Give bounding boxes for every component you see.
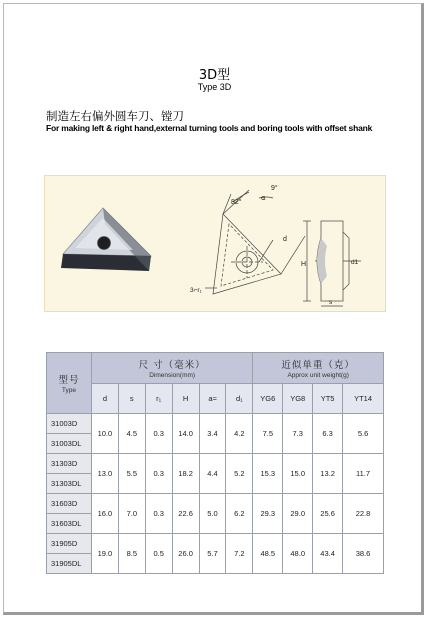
cell: 0.5: [145, 534, 172, 574]
type-cell: 31003D: [47, 414, 92, 434]
cell: 4.5: [118, 414, 145, 454]
cell: 29.0: [283, 494, 313, 534]
table-header-row: [47, 353, 384, 384]
insert-photo: [61, 208, 151, 271]
col-r1: r₁: [145, 384, 172, 414]
label-s: s: [329, 299, 333, 306]
cell: 5.0: [199, 494, 226, 534]
type-cell: 31303D: [47, 454, 92, 474]
type-cell: 31303DL: [47, 474, 92, 494]
section-hatch: [317, 238, 327, 284]
cell: 5.2: [226, 454, 253, 494]
label-alpha: α: [261, 194, 266, 202]
cell: 22.8: [343, 494, 384, 534]
cell: 4.4: [199, 454, 226, 494]
cell: 7.0: [118, 494, 145, 534]
cell: 13.0: [91, 454, 118, 494]
cell: 6.3: [313, 414, 343, 454]
cell: 7.5: [253, 414, 283, 454]
col-d1: d₁: [226, 384, 253, 414]
cell: 4.2: [226, 414, 253, 454]
col-yt5: YT5: [313, 384, 343, 414]
weight-header: 近似单重（克） Approx unit weight(g): [253, 353, 384, 384]
cell: 5.5: [118, 454, 145, 494]
label-d1: d1: [351, 259, 359, 266]
cell: 43.4: [313, 534, 343, 574]
col-yg8: YG8: [283, 384, 313, 414]
cell: 38.6: [343, 534, 384, 574]
cell: 16.0: [91, 494, 118, 534]
heading-english: For making left & right hand,external turning tools and boring tools with offset shank: [46, 123, 373, 133]
dimension-header: 尺 寸（毫米） Dimension(mm): [91, 353, 252, 384]
cell: 15.3: [253, 454, 283, 494]
cell: 8.5: [118, 534, 145, 574]
cell: 25.6: [313, 494, 343, 534]
cell: 6.2: [226, 494, 253, 534]
label-H: H: [301, 261, 307, 268]
col-yg6: YG6: [253, 384, 283, 414]
type-cell: 31003DL: [47, 434, 92, 454]
label-angle-82: 82°: [231, 199, 242, 206]
cell: 3.4: [199, 414, 226, 454]
label-angle-9: 9°: [271, 185, 278, 192]
cell: 0.3: [145, 494, 172, 534]
spec-table: [46, 352, 384, 574]
cell: 29.3: [253, 494, 283, 534]
cell: 48.5: [253, 534, 283, 574]
heading-chinese: 制造左右偏外圆车刀、镗刀: [46, 109, 184, 123]
cell: 18.2: [172, 454, 199, 494]
cell: 15.0: [283, 454, 313, 494]
cell: 48.0: [283, 534, 313, 574]
cell: 22.6: [172, 494, 199, 534]
cell: 7.2: [226, 534, 253, 574]
page-title: 3D型: [198, 68, 231, 83]
type-cell: 31905D: [47, 534, 92, 554]
type-cell: 31603D: [47, 494, 92, 514]
cell: 10.0: [91, 414, 118, 454]
col-a: a≈: [199, 384, 226, 414]
technical-figure: [44, 175, 386, 312]
cell: 0.3: [145, 414, 172, 454]
type-cell: 31603DL: [47, 514, 92, 534]
cell: 5.7: [199, 534, 226, 574]
column-header-row: [47, 384, 384, 414]
col-s: s: [118, 384, 145, 414]
cell: 0.3: [145, 454, 172, 494]
cell: 11.7: [343, 454, 384, 494]
cell: 19.0: [91, 534, 118, 574]
plan-view-drawing: [205, 190, 305, 294]
col-yt14: YT14: [343, 384, 384, 414]
cell: 14.0: [172, 414, 199, 454]
table-row: [47, 534, 384, 554]
col-d: d: [91, 384, 118, 414]
figure-svg: [45, 176, 385, 311]
label-d: d: [283, 236, 287, 243]
type-header: 型号 Type: [47, 353, 92, 414]
cell: 13.2: [313, 454, 343, 494]
type-cell: 31905DL: [47, 554, 92, 574]
table-row: [47, 494, 384, 514]
table-row: [47, 454, 384, 474]
col-H: H: [172, 384, 199, 414]
cell: 5.6: [343, 414, 384, 454]
cell: 7.3: [283, 414, 313, 454]
table-row: [47, 414, 384, 434]
page-subtitle: Type 3D: [197, 82, 232, 92]
cell: 26.0: [172, 534, 199, 574]
label-r1: 3⌐r₁: [190, 287, 202, 294]
